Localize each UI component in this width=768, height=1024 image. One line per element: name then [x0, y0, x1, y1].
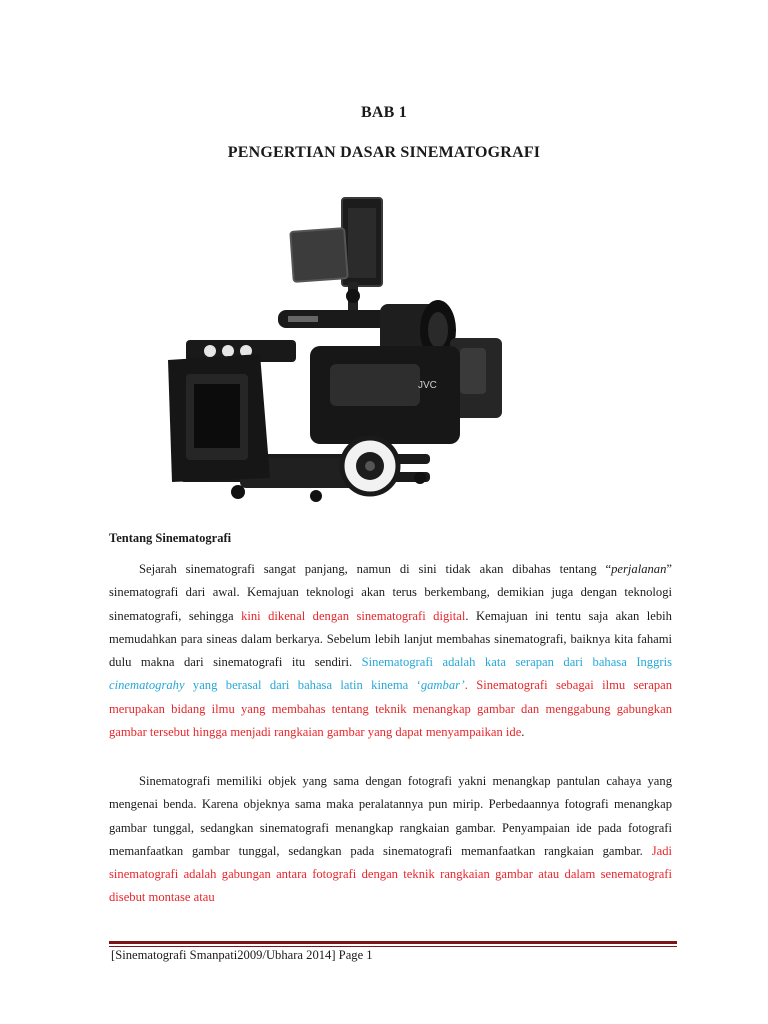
camera-image — [120, 178, 532, 528]
p1-text-a: Sejarah sinematografi sangat panjang, namun di sini tidak akan dibahas tentang “ — [139, 562, 612, 576]
p2-red-montase: Jadi sinematografi adalah gabungan antara fotografi dengan teknik rangkaian gambar atau dalam senematografi disebut montase atau — [109, 843, 672, 905]
p1-cyan-italic-gambar: gambar’ — [420, 678, 465, 693]
paragraph-2 — [109, 770, 672, 910]
p1-red-period: . — [464, 678, 477, 693]
footer-rule-thin — [109, 946, 677, 947]
chapter-number: BAB 1 — [361, 104, 407, 121]
p1-cyan-latin: yang berasal dari bahasa latin kinema ‘ — [184, 678, 421, 693]
p2-text-a: Sinematografi memiliki objek yang sama dengan fotografi yakni menangkap pantulan cahaya yang mengenai benda. Karena objeknya sama maka peralatannya pun mirip. Perbedaannya fotografi menangkap gambar tunggal, sedangkan sinematografi menangkap rangkaian gambar. Penyampaian ide pada fotografi memanfaatkan gambar tunggal, sedangkan pada sinematografi memanfaatkan rangkaian gambar. — [109, 774, 672, 858]
p1-red-definition: Sinematografi sebagai ilmu serapan merupakan bidang ilmu yang membahas tentang teknik menangkap gambar dan menggabung gabungkan gambar tersebut hingga menjadi rangkaian gambar yang dapat menyampaikan ide — [109, 678, 673, 740]
p1-red-digital: kini dikenal dengan sinematografi digital — [241, 608, 466, 623]
p1-text-b: ” sinematografi dari awal. Kemajuan teknologi akan terus berkembang, demikian juga dengan teknologi sinematografi, sehingga — [109, 562, 672, 623]
camera-brand-text: JVC — [418, 380, 437, 391]
p1-italic-perjalanan: perjalanan — [611, 562, 667, 576]
p1-cyan-serapan: Sinematografi adalah kata serapan dari bahasa Inggris — [361, 655, 672, 670]
paragraph-1 — [109, 558, 672, 744]
footer-rule — [109, 941, 677, 944]
section-heading: Tentang Sinematografi — [109, 531, 232, 545]
p1-text-c: . Kemajuan ini tentu saja akan lebih memudahkan para sineas dalam berkarya. Sebelum lebih lanjut membahas sinematografi, baiknya kita fahami dulu makna dari sinematografi itu sendiri. — [109, 608, 672, 670]
page-footer: [Sinematografi Smanpati2009/Ubhara 2014] Page 1 — [111, 948, 373, 962]
p1-cyan-italic-term: cinematograhy — [109, 678, 185, 693]
chapter-title: PENGERTIAN DASAR SINEMATOGRAFI — [227, 144, 541, 161]
p1-text-end: . — [521, 725, 525, 740]
